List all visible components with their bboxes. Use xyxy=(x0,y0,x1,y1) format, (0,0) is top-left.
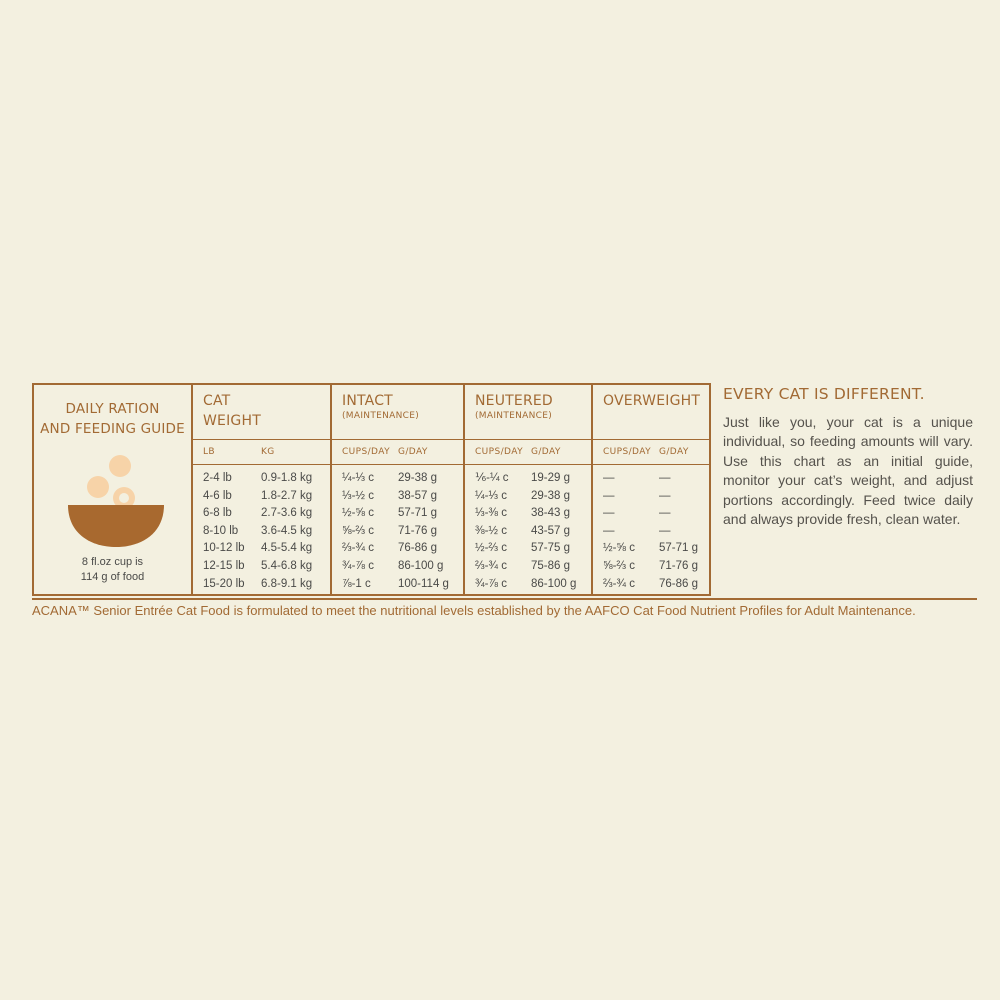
table-cell: 19-29 g xyxy=(531,472,571,484)
table-row xyxy=(475,470,591,488)
table-row xyxy=(475,540,591,558)
table-row xyxy=(603,558,709,576)
kibble-highlight xyxy=(119,493,129,503)
table-cell: 6-8 lb xyxy=(203,507,232,520)
table-cell: 71-76 g xyxy=(398,524,438,537)
table-cell: ½-⅝ c xyxy=(603,542,635,555)
table-cell: ¾-⅞ c xyxy=(342,559,374,572)
side-body: Just like you, your cat is a unique individual, so feeding amounts will vary. Use this chart as an initial guide, monitor your cat’s weight, and adjust portions accordingly. Feed twice daily and always provide fresh, clean water. xyxy=(723,414,973,528)
grams-per-day-label: G/DAY xyxy=(659,447,689,457)
table-cell: — xyxy=(659,524,671,537)
table-cell: 38-43 g xyxy=(531,507,571,520)
every-cat-section xyxy=(723,383,973,529)
table-cell: 5.4-6.8 kg xyxy=(261,559,313,572)
table-cell: 86-100 g xyxy=(531,577,577,590)
neutered-subtitle: (MAINTENANCE) xyxy=(475,411,553,421)
intact-rows xyxy=(332,465,463,593)
table-cell: 0.9-1.8 kg xyxy=(261,472,313,484)
weight-subheader xyxy=(193,440,330,465)
table-cell: 29-38 g xyxy=(531,489,571,502)
table-cell: ⅔-¾ c xyxy=(603,577,635,590)
neutered-column xyxy=(465,385,593,594)
weight-title-line1: CAT xyxy=(203,393,231,409)
cup-note-line2: 114 g of food xyxy=(80,571,145,583)
overweight-column xyxy=(593,385,709,594)
table-row xyxy=(603,470,709,488)
table-cell: ⅝-⅔ c xyxy=(603,559,635,572)
table-cell: — xyxy=(603,524,615,537)
table-row xyxy=(603,505,709,523)
cups-per-day-label: CUPS/DAY xyxy=(342,447,390,457)
table-row xyxy=(342,488,463,506)
table-row xyxy=(342,523,463,541)
table-row xyxy=(203,488,330,506)
neutered-subheader xyxy=(465,440,591,465)
grams-per-day-label: G/DAY xyxy=(398,447,428,457)
weight-column xyxy=(193,385,332,594)
cup-note-line1: 8 fl.oz cup is xyxy=(81,556,144,568)
side-heading: EVERY CAT IS DIFFERENT. xyxy=(723,385,925,403)
table-cell: 71-76 g xyxy=(659,559,699,572)
table-cell: 43-57 g xyxy=(531,524,571,537)
table-row xyxy=(603,576,709,594)
table-row xyxy=(342,576,463,594)
table-row xyxy=(342,558,463,576)
table-row xyxy=(475,558,591,576)
table-cell: ¼-⅓ c xyxy=(342,472,374,484)
table-cell: ½-⅔ c xyxy=(475,542,507,555)
intact-header xyxy=(332,385,463,440)
table-cell: 57-71 g xyxy=(659,542,699,555)
table-cell: 2.7-3.6 kg xyxy=(261,507,313,520)
table-row xyxy=(475,505,591,523)
table-cell: 2-4 lb xyxy=(203,472,232,484)
table-row xyxy=(603,488,709,506)
intact-column xyxy=(332,385,465,594)
table-cell: — xyxy=(603,507,615,520)
weight-rows xyxy=(193,465,330,593)
table-cell: ⅞-1 c xyxy=(342,577,371,590)
guide-title-line2: AND FEEDING GUIDE xyxy=(40,421,185,437)
neutered-rows xyxy=(465,465,591,593)
table-cell: — xyxy=(659,489,671,502)
cups-per-day-label: CUPS/DAY xyxy=(603,447,651,457)
table-cell: 57-71 g xyxy=(398,507,438,520)
table-row xyxy=(603,540,709,558)
table-cell: 8-10 lb xyxy=(203,524,239,537)
table-row xyxy=(603,523,709,541)
table-cell: ⅓-⅜ c xyxy=(475,507,507,520)
table-cell: 4.5-5.4 kg xyxy=(261,542,313,555)
grams-per-day-label: G/DAY xyxy=(531,447,561,457)
overweight-rows xyxy=(593,465,709,593)
table-row xyxy=(203,540,330,558)
weight-title-line2: WEIGHT xyxy=(203,413,261,429)
table-row xyxy=(475,523,591,541)
table-cell: — xyxy=(603,472,615,484)
weight-header xyxy=(193,385,330,440)
table-row xyxy=(342,505,463,523)
aafco-statement: ACANA™ Senior Entrée Cat Food is formulated to meet the nutritional levels established by the AAFCO Cat Food Nutrient Profiles for Adult Maintenance. xyxy=(32,598,977,620)
table-row xyxy=(475,488,591,506)
table-row xyxy=(203,505,330,523)
table-cell: 15-20 lb xyxy=(203,577,245,590)
table-cell: 75-86 g xyxy=(531,559,571,572)
table-cell: — xyxy=(603,489,615,502)
feeding-guide-panel xyxy=(32,383,711,596)
table-cell: — xyxy=(659,507,671,520)
table-cell: ⅙-¼ c xyxy=(475,472,509,484)
table-cell: ¼-⅓ c xyxy=(475,489,507,502)
guide-column xyxy=(34,385,193,594)
neutered-title: NEUTERED xyxy=(475,393,553,409)
cup-note xyxy=(34,555,191,585)
bowl-icon xyxy=(34,451,193,551)
table-cell: ¾-⅞ c xyxy=(475,577,507,590)
overweight-title: OVERWEIGHT xyxy=(603,393,701,409)
guide-title xyxy=(34,399,191,439)
table-cell: ⅔-¾ c xyxy=(342,542,374,555)
table-row xyxy=(203,558,330,576)
neutered-header xyxy=(465,385,591,440)
overweight-header xyxy=(593,385,709,440)
table-cell: 38-57 g xyxy=(398,489,438,502)
table-cell: 57-75 g xyxy=(531,542,571,555)
table-cell: 6.8-9.1 kg xyxy=(261,577,313,590)
table-row xyxy=(203,576,330,594)
table-cell: — xyxy=(659,472,671,484)
table-cell: ⅝-⅔ c xyxy=(342,524,374,537)
table-row xyxy=(475,576,591,594)
intact-title: INTACT xyxy=(342,393,393,409)
table-cell: ½-⅝ c xyxy=(342,507,374,520)
kibble-icon xyxy=(109,455,131,477)
table-cell: ⅓-½ c xyxy=(342,489,374,502)
table-cell: ⅜-½ c xyxy=(475,524,507,537)
table-cell: 3.6-4.5 kg xyxy=(261,524,313,537)
table-row xyxy=(342,540,463,558)
intact-subheader xyxy=(332,440,463,465)
table-row xyxy=(342,470,463,488)
table-cell: 12-15 lb xyxy=(203,559,245,572)
cups-per-day-label: CUPS/DAY xyxy=(475,447,523,457)
table-cell: 29-38 g xyxy=(398,472,438,484)
table-row xyxy=(203,470,330,488)
table-cell: 4-6 lb xyxy=(203,489,232,502)
table-row xyxy=(203,523,330,541)
table-cell: 10-12 lb xyxy=(203,542,245,555)
kg-label: KG xyxy=(261,447,275,457)
kibble-icon xyxy=(87,476,109,498)
table-cell: ⅔-¾ c xyxy=(475,559,507,572)
table-cell: 1.8-2.7 kg xyxy=(261,489,313,502)
bowl-shape xyxy=(68,505,164,547)
guide-title-line1: DAILY RATION xyxy=(65,401,160,417)
table-cell: 86-100 g xyxy=(398,559,444,572)
lb-label: LB xyxy=(203,447,215,457)
table-cell: 76-86 g xyxy=(398,542,438,555)
table-cell: 76-86 g xyxy=(659,577,699,590)
intact-subtitle: (MAINTENANCE) xyxy=(342,411,420,421)
overweight-subheader xyxy=(593,440,709,465)
table-cell: 100-114 g xyxy=(398,577,449,590)
